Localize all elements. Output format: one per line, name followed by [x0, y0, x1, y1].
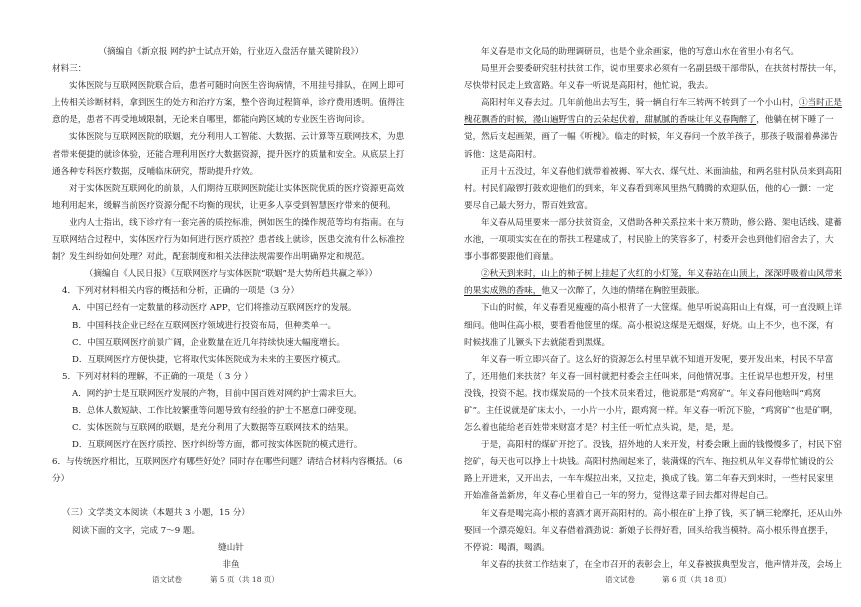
underlined-sentence-2: ②秋天到来时，山上的柿子树上挂起了火红的小灯笼，年义春站在山顶上，深深呼吸着山风带来的果实成熟的香味，: [464, 269, 842, 297]
footer-page-number: 第 5 页（共 18 页）: [210, 575, 279, 584]
story-text: 年义春一听立即兴奋了。这么好的资源怎么村里早就不知道开发呢，要开发出来，村民不早富了，还用他们来扶贫？年义春一回村就把村委会主任叫来，问他情况事。主任说早也想开发，村里没钱，投资不起。找市煤炭局的一个技术员来看过，他说那是“鸡窝矿”。年义春问他啥叫“鸡窝矿”。主任说就是矿床太小，一小片一小片，跟鸡窝一样。年义春一听沉下脸，“鸡窝矿”也是矿啊，怎么着也能给老百姓带来财富才是？村主任一听忙点头说，是，是，是。: [464, 354, 839, 434]
section-3-heading: （三）文学类文本阅读（本题共 3 小题，15 分）: [62, 508, 250, 519]
story-title: 缝山针: [218, 542, 244, 553]
story-paragraph: [464, 266, 842, 300]
source-citation-peoples-daily: （摘编自《人民日报》《互联网医疗与实体医院“联姻”是大势所趋共赢之举》）: [84, 269, 378, 280]
underlined-sentence-1: ①当时正是槐花飘香的时候，漫山遍野雪白的云朵起伏着，甜腻腻的香味让年义春陶醉了: [464, 98, 842, 126]
reading-instruction: 阅读下面的文字，完成 7～9 题。: [72, 525, 201, 536]
story-paragraph: [464, 437, 842, 505]
story-text: 他又一次醉了，久违的情绪在胸腔里鼓胀。: [541, 286, 705, 297]
question-6: 6．与传统医疗相比，互联网医疗有哪些好处？同时存在哪些问题？请结合材料内容概括。（6 分）: [52, 457, 403, 485]
story-author: 非鱼: [222, 559, 240, 570]
material-3-paragraph: 业内人士指出，线下诊疗有一套完善的质控标准，例如医生的操作规范等均有指南。在与互联网结合过程中，实体医疗行为如何进行医疗质控？患者线上就诊，医患交流有什么标准控制？发生纠纷如何处理？对此，配套制度和相关法律法规需要作出明确界定和规范。: [52, 217, 405, 263]
story-text: 局里开会要委研究驻村扶贫工作，说市里要求必须有一名副县级干部带队，在扶贫村帮扶一年，尽快带村民走上致富路。年义春一听说是高阳村，他忙说，我去。: [464, 64, 842, 92]
footer-page-number: 第 6 页（共 18 页）: [662, 575, 731, 584]
right-page: [430, 0, 861, 607]
question-5-option-c: C．实体医院与互联网的联姻，是充分利用了大数据等互联网技术的结果。: [72, 423, 354, 434]
story-text: 年义春的扶贫工作结束了，在全市召开的表彰会上，年义春被拔典型发言，他声情并茂，会场上: [481, 559, 842, 570]
story-text: 年义春是市文化局的助理调研员，也是个业余画家，他的写意山水在省里小有名气。: [481, 47, 799, 57]
left-page: [0, 0, 430, 607]
story-paragraph: [464, 164, 842, 215]
story-paragraph: [464, 300, 842, 351]
story-text: 年义春从局里要来一部分扶贫资金，又借助各种关系拉来十来万赞助，修公路、架电话线、建蓄水池，一项项实实在在的帮扶工程建成了，村民脸上的笑容多了，村委开会也到他们宿舍去了，大事小事都要跟他们商量。: [464, 217, 842, 263]
question-4: 4．下列对材料相关内容的概括和分析，正确的一项是（3 分）: [62, 286, 300, 297]
question-4-option-d: D．互联网医疗方便快捷，它将取代实体医院成为未来的主要医疗模式。: [72, 354, 346, 365]
question-5: 5．下列对材料的理解，不正确的一项是（ 3 分 ）: [62, 371, 254, 382]
material-3-paragraph: 对于实体医院互联网化的前景，人们期待互联网医院能让实体医院优质的医疗资源更高效地利用起来，缓解当前医疗资源分配不均衡的现状，让更多人享受到智慧医疗带来的便利。: [52, 183, 405, 211]
story-text: 高阳村年义春去过。几年前他出去写生，骑一辆自行车三转两不转到了一个小山村，: [481, 98, 799, 109]
story-paragraph: [464, 61, 842, 95]
material-3-label: 材料三：: [52, 64, 87, 75]
question-4-option-a: A．中国已经有一定数量的移动医疗 APP，它们将推动互联网医疗的发展。: [72, 303, 357, 314]
question-5-option-a: A．网约护士是互联网医疗发展的产物，目前中国百姓对网约护士需求巨大。: [72, 388, 362, 399]
material-3-paragraph: 实体医院与互联网医院的联姻，充分利用人工智能、大数据、云计算等互联网技术，为患者带来便捷的就诊体验，还能合理利用医疗大数据资源，提升医疗的质量和安全。从底层上打通各种专科医疗数据，反哺临床研究，帮助提升疗效。: [52, 132, 405, 177]
question-5-option-d: D．互联网医疗在医疗质控、医疗纠纷等方面，都可按实体医院的模式进行。: [72, 440, 363, 451]
question-5-option-b: B．总体人数短缺、工作比较繁重等问题导致有经验的护士不愿意口碑变现。: [72, 405, 362, 416]
right-column: [464, 44, 842, 574]
left-column: [52, 44, 410, 574]
story-text: 于是，高阳村的煤矿开挖了。没钱，招外地的人来开发，村委会瞅上面的钱慢慢多了，村民下窑挖矿，每天也可以挣上十块钱。高阳村热闹起来了，装满煤的汽车、拖拉机从年义春带忙铺设的公路上开进来，又开出去，一车车煤拉出来，又拉走，换成了钱。第二年春天到来时，一些村民家里开始准备盖新房，年义春心里着自己一年的努力，觉得这辈子回去都对得起自己。: [464, 440, 842, 502]
question-4-option-b: B．中国科技企业已经在互联网医疗领域进行投资布局，但种类单一。: [72, 320, 337, 331]
story-paragraph: [464, 557, 842, 574]
story-paragraph: [464, 44, 842, 61]
story-paragraph: [464, 215, 842, 266]
story-text: 年义春是喝完高小根的喜酒才离开高阳村的。高小根在矿上挣了钱，买了辆三轮摩托，还从山外娶回一个漂亮媳妇。年义春借着酒劲说：新娘子长得好看，回头给我当模特。高小根乐得直摆手，不停说：喝酒，喝酒。: [464, 508, 842, 553]
story-paragraph: [464, 95, 842, 163]
footer-subject: 语文试卷: [605, 575, 635, 584]
story-text: 正月十五没过，年义春他们就带着被褥、军大衣、煤气灶、米面油盐，和两名驻村队员来到高阳村。村民们敲锣打鼓欢迎他们的到来，年义春看到寒风里热气腾腾的欢迎队伍，他的心一颤：一定要尽自己最大努力，帮百姓致富。: [464, 166, 842, 211]
story-text: 下山的时候，年义春看见瘦瘦的高小根背了一大筐煤。他早听说高阳山上有煤，可一直没顾上详细问。他叫住高小根，要看看他筐里的煤。高小根说这煤是无烟煤，好烧。山上不少，也不深，有时候找准了儿镢头下去就能看到黑煤。: [464, 303, 842, 348]
question-4-option-c: C．中国互联网医疗前景广阔，企业数量在近几年持续快速大幅度增长。: [72, 337, 345, 348]
story-paragraph: [464, 506, 842, 557]
story-text: ，他躺在树下睡了一觉，然后支起画架，画了一幅《听槐》。临走的时候，年义春问一个放羊孩子，那孩子吸溜着鼻涕告诉他：这是高阳村。: [464, 115, 838, 160]
material-3-paragraph: 实体医院与互联网医院联合后，患者可随时向医生咨询病情，不用挂号排队，在网上即可上传相关诊断材料，拿到医生的处方和治疗方案，整个咨询过程简单，诊疗费用透明。值得注意的是，患者不再受地域限制，无论来自哪里，都能向跨区域的专业医生咨询问诊。: [52, 81, 405, 126]
story-paragraph: [464, 352, 842, 437]
answer-space: [52, 488, 410, 505]
source-citation-top: （摘编自《新京报 网约护士试点开始，行业迈入盘活存量关键阶段》）: [98, 47, 364, 57]
footer-subject: 语文试卷: [152, 575, 182, 584]
